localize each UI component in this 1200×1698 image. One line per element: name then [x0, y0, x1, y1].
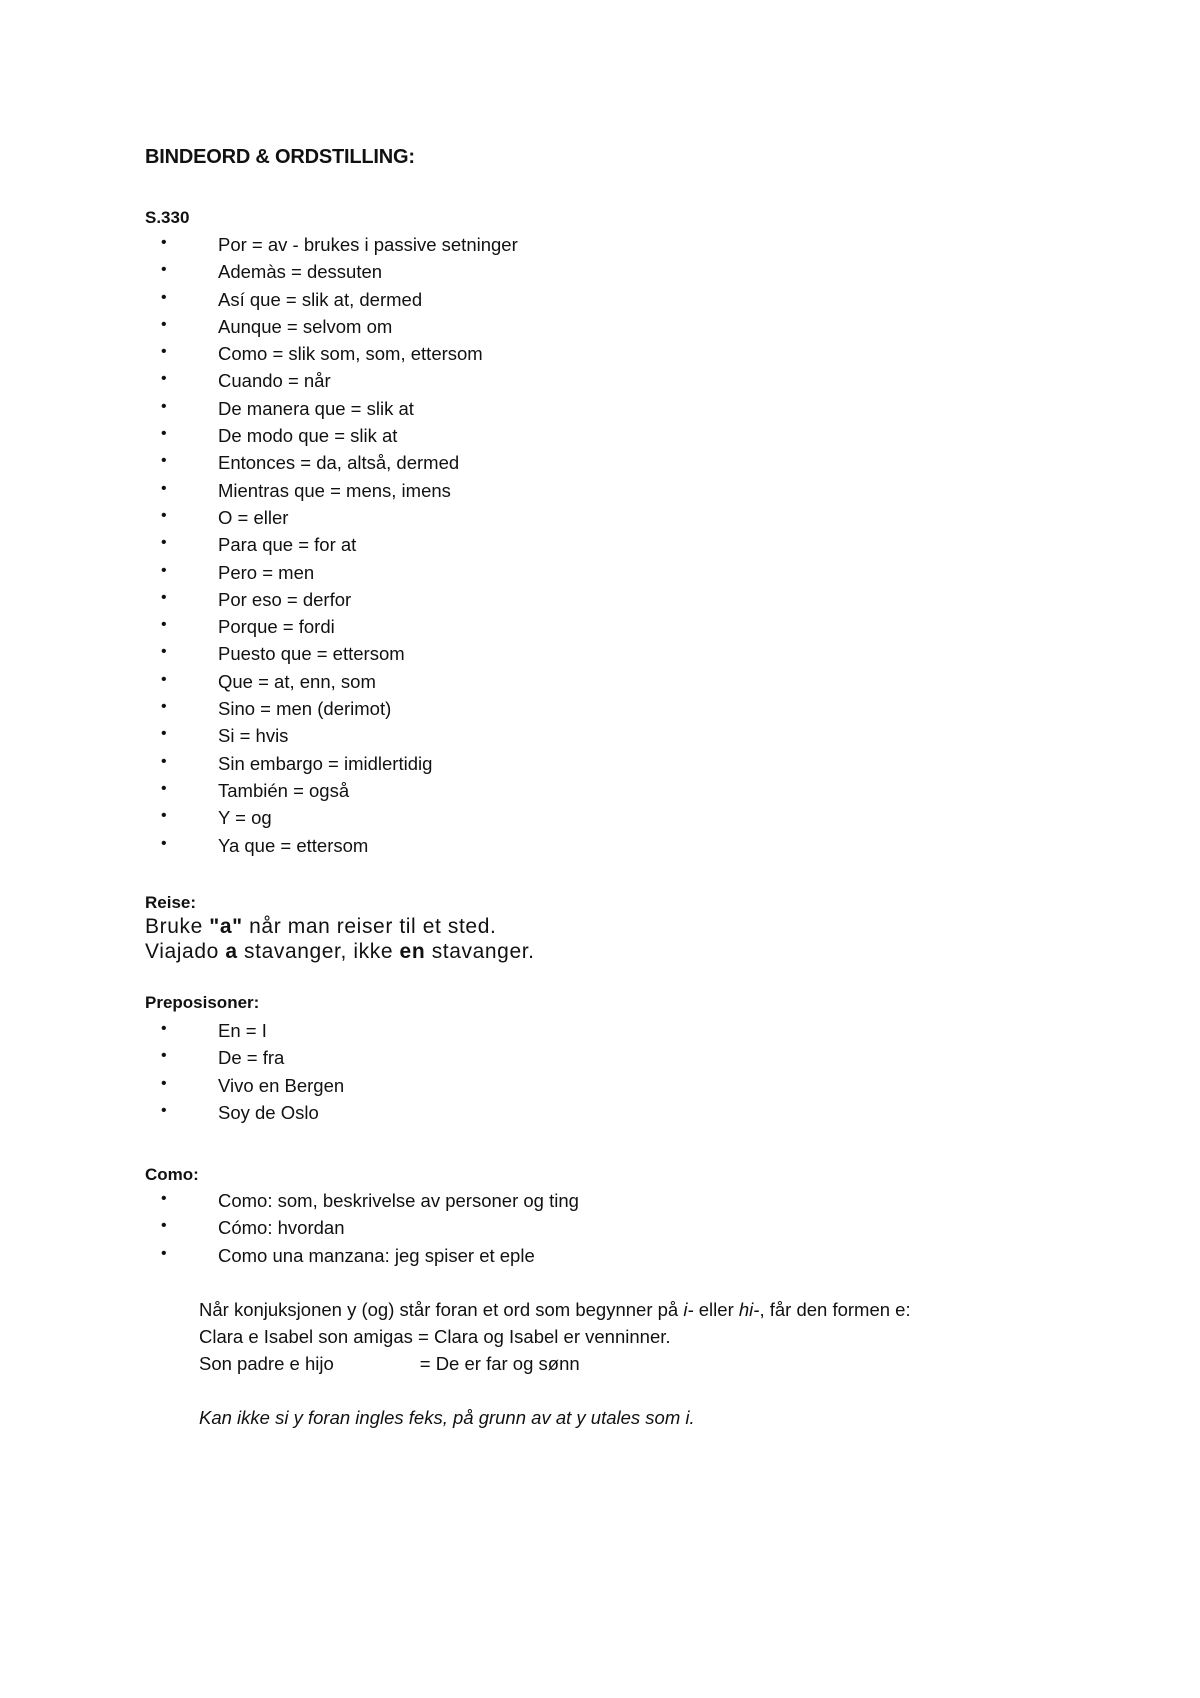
list-item-text: Como: som, beskrivelse av personer og ting [218, 1190, 579, 1211]
bullet-icon: • [161, 779, 167, 797]
list-item-text: Cómo: hvordan [218, 1217, 345, 1239]
bullet-icon: • [161, 1101, 167, 1119]
bullet-icon: • [161, 834, 167, 852]
bullet-icon: • [161, 425, 167, 443]
section-heading-reise: Reise: [145, 893, 197, 912]
list-item [145, 722, 518, 749]
s330-list [145, 231, 518, 859]
bullet-icon: • [161, 1074, 167, 1092]
bullet-icon: • [161, 1047, 167, 1065]
list-item [145, 286, 518, 313]
list-item [145, 1099, 344, 1126]
konj-line-3 [199, 1350, 580, 1378]
list-item [145, 531, 518, 558]
list-item [145, 313, 518, 340]
list-item-text: Si = hvis [218, 725, 289, 747]
bullet-icon: • [161, 315, 167, 333]
list-item-text: Para que = for at [218, 534, 357, 556]
bullet-icon: • [161, 561, 167, 579]
list-item [145, 258, 518, 285]
konj-line-1 [199, 1296, 911, 1324]
list-item [145, 395, 518, 422]
list-item-text: Cuando = når [218, 370, 331, 392]
list-item-text: Porque = fordi [218, 616, 335, 638]
reise-text: Viajado [145, 940, 226, 963]
list-item [145, 1072, 344, 1099]
bullet-icon: • [161, 1190, 167, 1207]
list-item-text: Por = av - brukes i passive setninger [218, 234, 518, 255]
list-item [145, 613, 518, 640]
list-item-text: Sin embargo = imidlertidig [218, 752, 433, 774]
como-list [145, 1187, 579, 1269]
konj-italic: i- [683, 1299, 694, 1320]
bullet-icon: • [161, 506, 167, 524]
list-item [145, 449, 518, 476]
reise-line-2 [145, 939, 535, 964]
list-item [145, 832, 518, 859]
bullet-icon: • [161, 479, 167, 497]
bullet-icon: • [161, 616, 167, 634]
bullet-icon: • [161, 807, 167, 825]
reise-text: Bruke [145, 915, 210, 938]
bullet-icon: • [161, 670, 167, 688]
reise-bold: a [225, 940, 238, 963]
list-item [145, 750, 518, 777]
konj-text: Son padre e hijo [199, 1353, 334, 1374]
list-item-text: Que = at, enn, som [218, 670, 376, 692]
section-heading-s330: S.330 [145, 208, 190, 227]
list-item [145, 559, 518, 586]
konj-italic: hi- [738, 1299, 760, 1320]
list-item [145, 1242, 579, 1269]
list-item [145, 695, 518, 722]
list-item [145, 777, 518, 804]
list-item-text: Vivo en Bergen [218, 1074, 345, 1096]
list-item [145, 1017, 344, 1044]
bullet-icon: • [161, 588, 167, 606]
list-item [145, 477, 518, 504]
konj-text: = De er far og sønn [419, 1353, 580, 1374]
list-item [145, 804, 518, 831]
bullet-icon: • [161, 261, 167, 279]
list-item-text: Así que = slik at, dermed [218, 288, 423, 310]
list-item-text: Como una manzana: jeg spiser et eple [218, 1244, 535, 1266]
reise-text: når man reiser til et sted. [242, 915, 497, 938]
bullet-icon: • [161, 288, 167, 306]
section-heading-como: Como: [145, 1165, 199, 1184]
list-item [145, 367, 518, 394]
reise-bold: en [399, 940, 426, 963]
list-item-text: Aunque = selvom om [218, 315, 393, 337]
list-item-text: Soy de Oslo [218, 1101, 319, 1123]
list-item-text: De modo que = slik at [218, 425, 398, 447]
konj-line-2: Clara e Isabel son amigas = Clara og Isabel er venninner. [199, 1326, 671, 1347]
konj-text: eller [693, 1299, 739, 1320]
list-item-text: Por eso = derfor [218, 588, 352, 610]
bullet-icon: • [161, 643, 167, 661]
bullet-icon: • [161, 1244, 167, 1262]
reise-text: stavanger, ikke [237, 940, 400, 963]
preposisoner-list [145, 1017, 344, 1126]
bullet-icon: • [161, 1217, 167, 1235]
reise-line-1 [145, 914, 496, 939]
list-item-text: O = eller [218, 506, 289, 528]
list-item [145, 1044, 344, 1071]
list-item-text: Puesto que = ettersom [218, 643, 405, 665]
list-item [145, 422, 518, 449]
konj-text: , får den formen e: [759, 1299, 911, 1320]
list-item [145, 340, 518, 367]
list-item [145, 668, 518, 695]
page-title: BINDEORD & ORDSTILLING: [145, 146, 415, 168]
list-item-text: Sino = men (derimot) [218, 698, 392, 720]
list-item-text: Y = og [218, 807, 272, 829]
bullet-icon: • [161, 725, 167, 743]
bullet-icon: • [161, 234, 167, 251]
list-item-text: Entonces = da, altså, dermed [218, 452, 460, 474]
bullet-icon: • [161, 534, 167, 552]
list-item-text: Ademàs = dessuten [218, 261, 383, 283]
list-item [145, 586, 518, 613]
reise-bold: "a" [209, 915, 243, 938]
bullet-icon: • [161, 698, 167, 716]
list-item-text: De = fra [218, 1047, 285, 1069]
list-item-text: Ya que = ettersom [218, 834, 369, 856]
section-heading-preposisoner: Preposisoner: [145, 993, 260, 1012]
list-item [145, 231, 518, 258]
reise-text: stavanger. [425, 940, 535, 963]
bullet-icon: • [161, 752, 167, 770]
bullet-icon: • [161, 1020, 167, 1037]
bullet-icon: • [161, 397, 167, 415]
list-item-text: Pero = men [218, 561, 315, 583]
list-item-text: De manera que = slik at [218, 397, 414, 419]
bullet-icon: • [161, 452, 167, 470]
bullet-icon: • [161, 343, 167, 361]
list-item-text: Como = slik som, som, ettersom [218, 343, 483, 365]
list-item-text: Mientras que = mens, imens [218, 479, 451, 501]
list-item-text: En = I [218, 1020, 267, 1041]
list-item-text: También = også [218, 779, 350, 801]
list-item [145, 504, 518, 531]
list-item [145, 640, 518, 667]
konj-text: Når konjuksjonen y (og) står foran et ord som begynner på [199, 1299, 684, 1320]
bullet-icon: • [161, 370, 167, 388]
list-item [145, 1187, 579, 1214]
list-item [145, 1214, 579, 1241]
konj-line-4: Kan ikke si y foran ingles feks, på grunn av at y utales som i. [199, 1407, 695, 1428]
